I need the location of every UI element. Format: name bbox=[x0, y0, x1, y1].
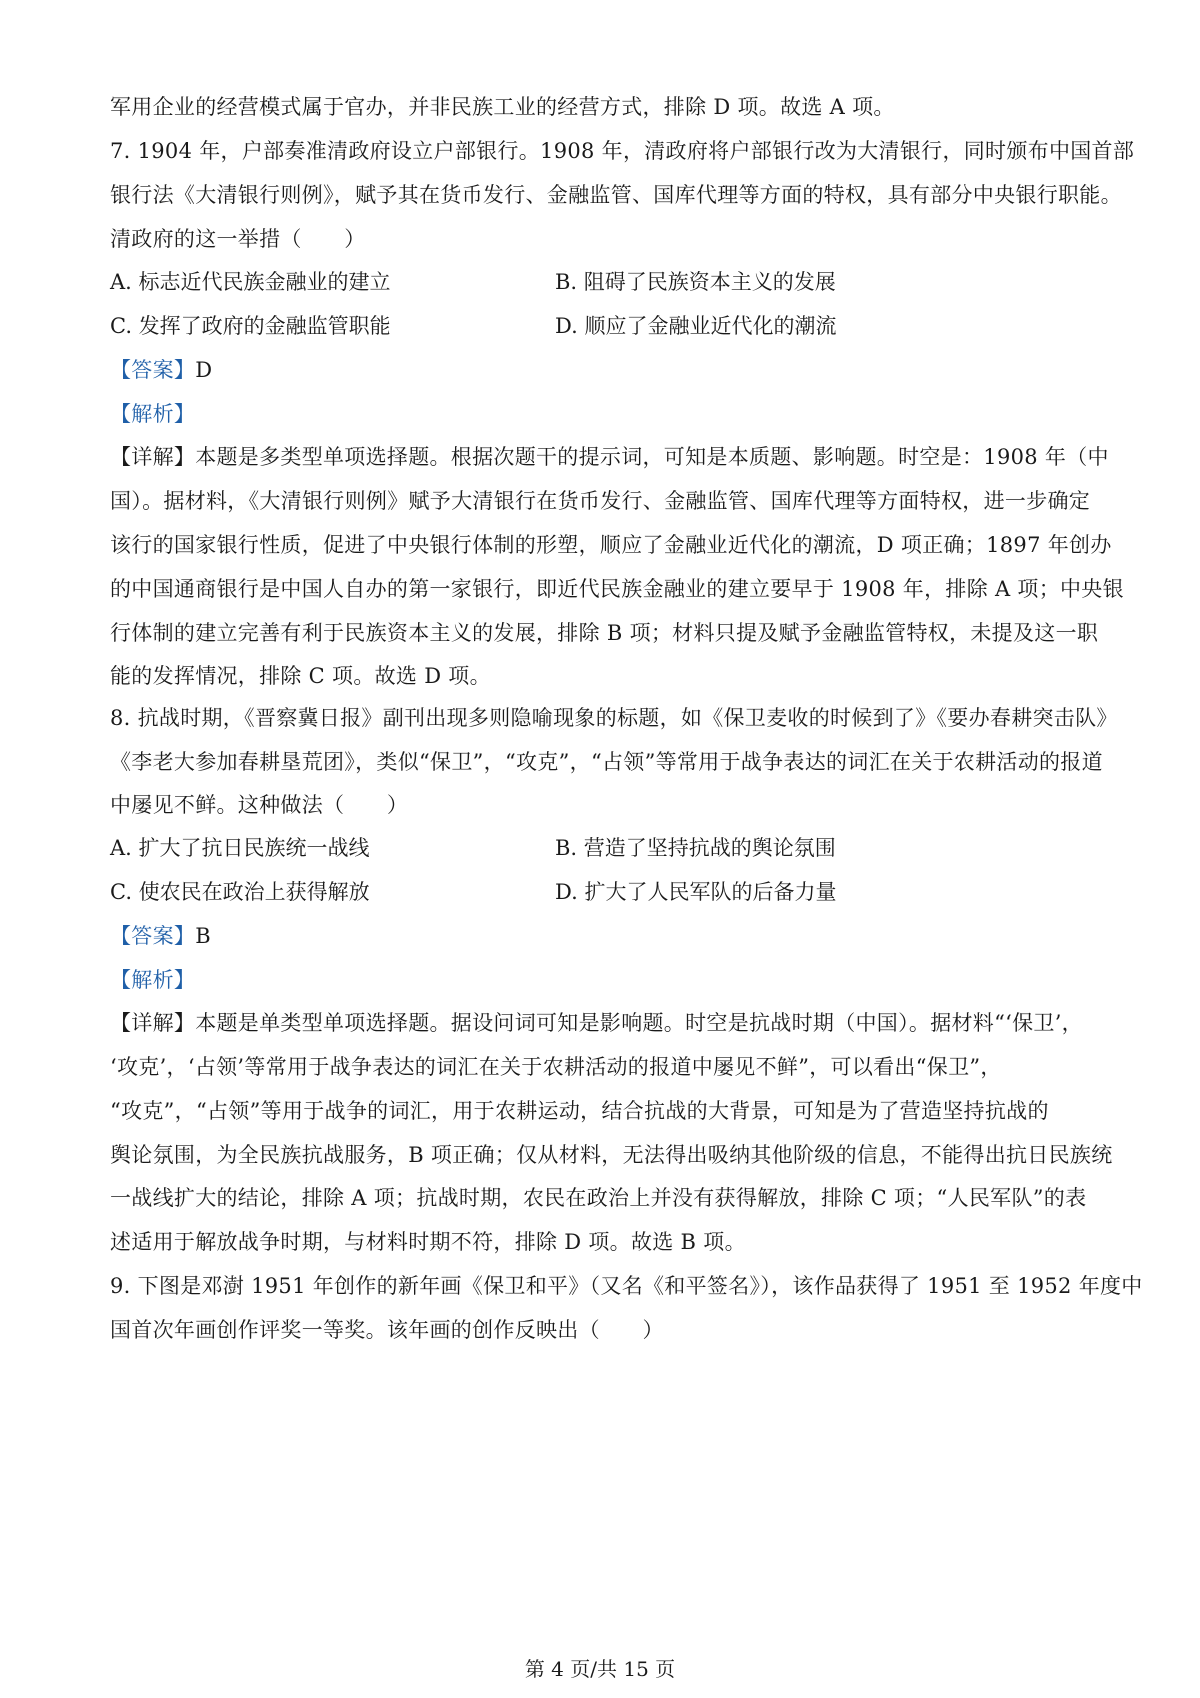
q8-detail-line-2: ‘攻克’，‘占领’等常用于战争表达的词汇在关于农耕活动的报道中屡见不鲜”，可以看出“保卫”， bbox=[110, 1055, 1002, 1079]
q7-answer bbox=[110, 355, 1100, 385]
q6-tail: 军用企业的经营模式属于官办，并非民族工业的经营方式，排除 D 项。故选 A 项。 bbox=[110, 95, 895, 119]
q8-analysis-tag: 【解析】 bbox=[110, 968, 196, 992]
q7-detail-line-6: 能的发挥情况，排除 C 项。故选 D 项。 bbox=[110, 664, 491, 688]
q8-option-c: C. 使农民在政治上获得解放 bbox=[110, 880, 370, 904]
q7-stem-line-3: 清政府的这一举措（ ） bbox=[110, 227, 366, 251]
q7-detail-line-2: 国）。据材料，《大清银行则例》赋予大清银行在货币发行、金融监管、国库代理等方面特权，进一步确定 bbox=[110, 489, 1091, 513]
answer-tag: 【答案】 bbox=[110, 358, 196, 382]
q8-detail-line-3: “攻克”，“占领”等用于战争的词汇，用于农耕运动，结合抗战的大背景，可知是为了营造坚持抗战的 bbox=[110, 1099, 1049, 1123]
q7-option-d: D. 顺应了金融业近代化的潮流 bbox=[555, 314, 837, 338]
detail-text: 本题是多类型单项选择题。根据次题干的提示词，可知是本质题、影响题。时空是：1908 年（中 bbox=[195, 445, 1109, 469]
q8-detail-line-6: 述适用于解放战争时期，与材料时期不符，排除 D 项。故选 B 项。 bbox=[110, 1230, 746, 1254]
q7-option-b: B. 阻碍了民族资本主义的发展 bbox=[555, 270, 836, 294]
answer-tag: 【答案】 bbox=[110, 924, 196, 948]
q7-detail-line-1 bbox=[110, 442, 1109, 472]
q8-detail-line-1 bbox=[110, 1008, 1100, 1038]
q8-stem-line-1: 8. 抗战时期，《晋察冀日报》副刊出现多则隐喻现象的标题，如《保卫麦收的时候到了》《要办春耕突击队》 bbox=[110, 706, 1118, 730]
q8-stem-line-2: 《李老大参加春耕垦荒团》，类似“保卫”，“攻克”，“占领”等常用于战争表达的词汇在关于农耕活动的报道 bbox=[110, 750, 1103, 774]
q8-detail-line-4: 舆论氛围，为全民族抗战服务，B 项正确；仅从材料，无法得出吸纳其他阶级的信息，不能得出抗日民族统 bbox=[110, 1143, 1113, 1167]
q7-analysis-tag: 【解析】 bbox=[110, 402, 196, 426]
q8-detail-line-5: 一战线扩大的结论，排除 A 项；抗战时期，农民在政治上并没有获得解放，排除 C 项；“人民军队”的表 bbox=[110, 1186, 1087, 1210]
q7-detail-line-4: 的中国通商银行是中国人自办的第一家银行，即近代民族金融业的建立要早于 1908 年，排除 A 项；中央银 bbox=[110, 577, 1124, 601]
detail-tag: 【详解】 bbox=[110, 445, 196, 469]
q7-option-a: A. 标志近代民族金融业的建立 bbox=[110, 270, 391, 294]
q7-detail-line-5: 行体制的建立完善有利于民族资本主义的发展，排除 B 项；材料只提及赋予金融监管特权，未提及这一职 bbox=[110, 621, 1099, 645]
page-footer: 第 4 页/共 15 页 bbox=[524, 1657, 676, 1681]
q8-stem-line-3: 中屡见不鲜。这种做法（ ） bbox=[110, 793, 409, 817]
detail-text: 本题是单类型单项选择题。据设问词可知是影响题。时空是抗战时期（中国）。据材料“‘保卫’， bbox=[195, 1011, 1083, 1035]
q8-option-d: D. 扩大了人民军队的后备力量 bbox=[555, 880, 837, 904]
q7-stem-line-2: 银行法《大清银行则例》，赋予其在货币发行、金融监管、国库代理等方面的特权，具有部分中央银行职能。 bbox=[110, 183, 1122, 207]
q7-option-c: C. 发挥了政府的金融监管职能 bbox=[110, 314, 391, 338]
detail-tag: 【详解】 bbox=[110, 1011, 196, 1035]
q7-detail-line-3: 该行的国家银行性质，促进了中央银行体制的形塑，顺应了金融业近代化的潮流，D 项正确；1897 年创办 bbox=[110, 533, 1112, 557]
answer-value: B bbox=[195, 924, 211, 948]
q7-stem-line-1: 7. 1904 年，户部奏准清政府设立户部银行。1908 年，清政府将户部银行改为大清银行，同时颁布中国首部 bbox=[110, 139, 1135, 163]
q8-option-a: A. 扩大了抗日民族统一战线 bbox=[110, 836, 370, 860]
q9-stem-line-2: 国首次年画创作评奖一等奖。该年画的创作反映出（ ） bbox=[110, 1318, 664, 1342]
q9-stem-line-1: 9. 下图是邓澍 1951 年创作的新年画《保卫和平》（又名《和平签名》），该作品获得了 1951 至 1952 年度中 bbox=[110, 1274, 1143, 1298]
q8-answer bbox=[110, 921, 1100, 951]
q8-option-b: B. 营造了坚持抗战的舆论氛围 bbox=[555, 836, 836, 860]
answer-value: D bbox=[195, 358, 213, 382]
